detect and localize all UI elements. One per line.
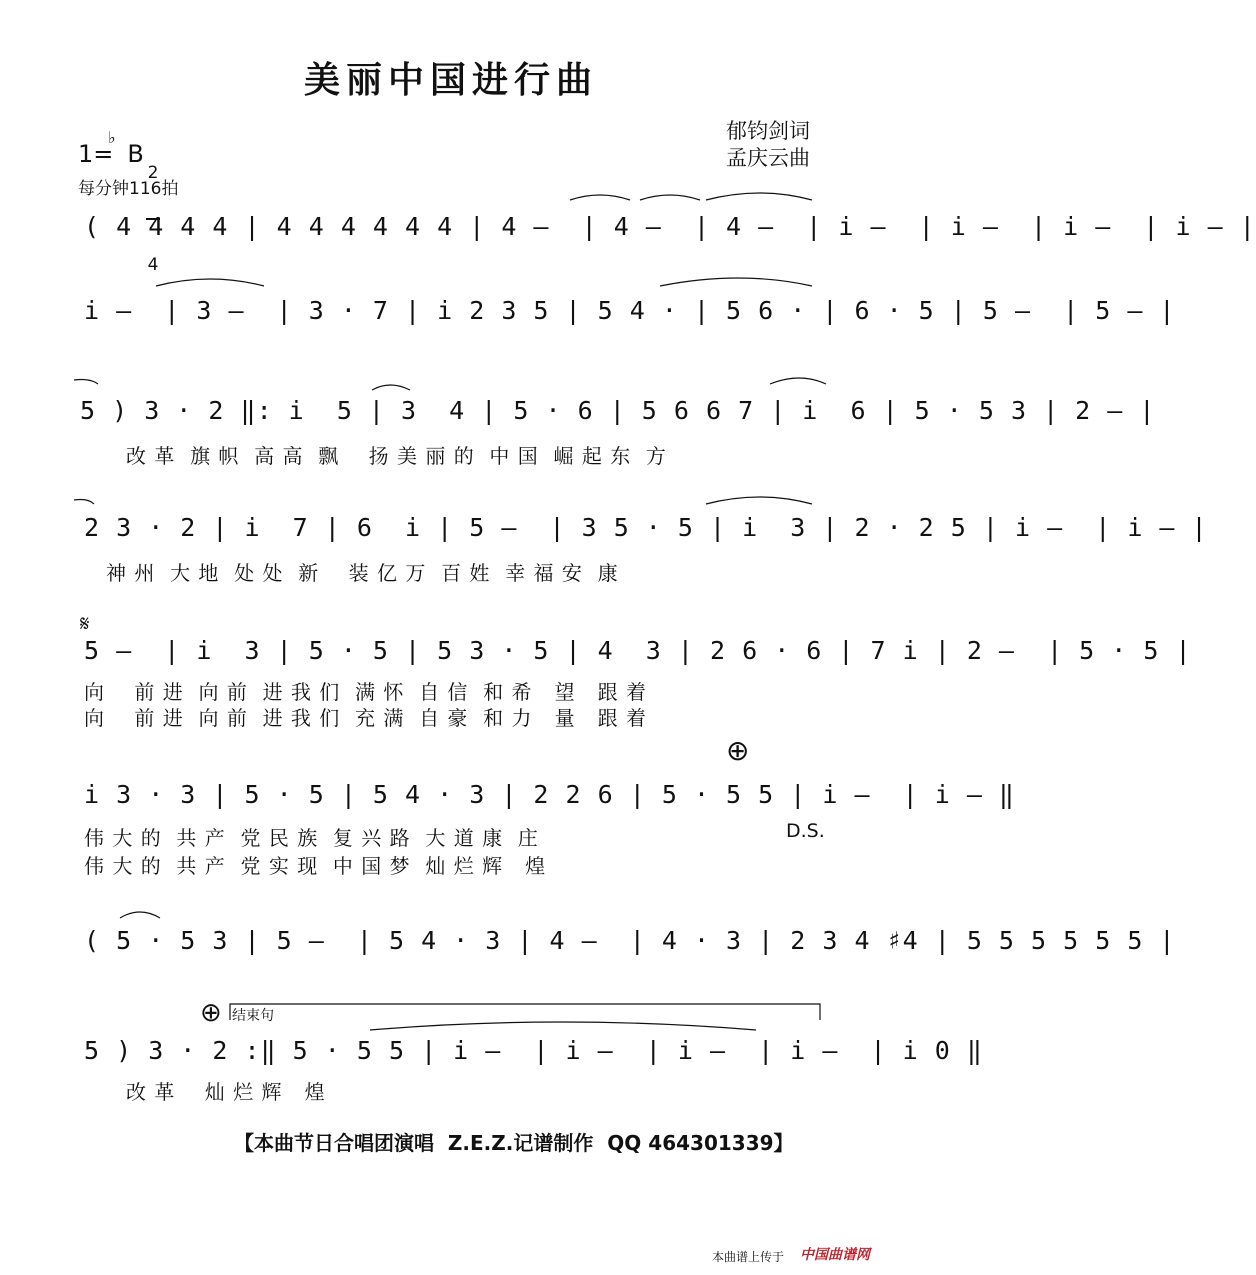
lyricist-credit: 郁钧剑词 [726, 119, 810, 143]
slur [156, 279, 264, 286]
staff-2-notes: i – | 3 – | 3 · 7 | i 2 3 5 | 5 4 · | 5 6 · | 6 · 5 | 5 – | 5 – | [84, 296, 1176, 325]
key-label: 1= [78, 140, 114, 168]
slur [706, 193, 812, 200]
slur [706, 497, 812, 504]
staff-4-notes: 2 3 · 2 | i 7 | 6 i | 5 – | 3 5 · 5 | i 3 | 2 · 2 5 | i – | i – | [84, 513, 1208, 542]
slur [640, 195, 700, 200]
staff-1-notes: ( 4 4 4 4 | 4 4 4 4 4 4 | 4 – | 4 – | 4 – | i – | i – | i – | i – | [84, 212, 1256, 241]
time-top: 2 [147, 163, 159, 183]
segno-icon: 𝄋 [80, 612, 90, 637]
staff-4-lyrics: 神 州 大 地 处 处 新 装 亿 万 百 姓 幸 福 安 康 [106, 561, 619, 585]
slur [770, 378, 826, 384]
staff-6-lyrics-2: 伟 大 的 共 产 党 实 现 中 国 梦 灿 烂 辉 煌 [84, 854, 547, 878]
slur [660, 278, 812, 286]
time-bottom: 4 [147, 255, 159, 275]
staff-5-notes: 5 – | i 3 | 5 · 5 | 5 3 · 5 | 4 3 | 2 6 · 6 | 7 i | 2 – | 5 · 5 | [84, 636, 1192, 665]
slur [372, 385, 410, 390]
site-logo: 中国曲谱网 [800, 1247, 870, 1263]
score-title: 美丽中国进行曲 [303, 59, 598, 101]
slur [120, 912, 160, 918]
staff-8-notes: 5 ) 3 · 2 :‖ 5 · 5 5 | i – | i – | i – | i – | i 0 ‖ [84, 1036, 983, 1065]
flat-icon: ♭ [108, 128, 116, 147]
staff-3-notes: 5 ) 3 · 2 ‖: i 5 | 3 4 | 5 · 6 | 5 6 6 7 | i 6 | 5 · 5 3 | 2 – | [80, 396, 1156, 425]
slur [74, 500, 94, 505]
staff-6-lyrics-1: 伟 大 的 共 产 党 民 族 复 兴 路 大 道 康 庄 [84, 826, 539, 850]
staff-5-lyrics-2: 向 前 进 向 前 进 我 们 充 满 自 豪 和 力 量 跟 着 [84, 706, 648, 730]
ending-label: 结束句 [232, 1008, 274, 1024]
slur [370, 1022, 756, 1030]
ending-bracket [230, 1004, 820, 1020]
upload-note: 本曲谱上传于 [712, 1250, 785, 1264]
coda-icon: ⊕ [726, 734, 750, 767]
staff-5-lyrics-1: 向 前 进 向 前 进 我 们 满 怀 自 信 和 希 望 跟 着 [84, 680, 648, 704]
ds-marking: D.S. [786, 820, 825, 842]
composer-credit: 孟庆云曲 [726, 146, 810, 170]
key-note: B [127, 140, 144, 168]
staff-3-lyrics: 改 革 旗 帜 高 高 飘 扬 美 丽 的 中 国 崛 起 东 方 [126, 444, 667, 468]
slur [74, 380, 98, 385]
staff-8-lyrics: 改 革 灿 烂 辉 煌 [126, 1080, 326, 1104]
tempo-marking: 每分钟116拍 [78, 179, 179, 199]
staff-6-notes: i 3 · 3 | 5 · 5 | 5 4 · 3 | 2 2 6 | 5 · 5 5 | i – | i – ‖ [84, 780, 1015, 809]
slur [570, 195, 630, 200]
coda-icon-2: ⊕ [200, 998, 222, 1028]
footer-credit: 【本曲节日合唱团演唱 Z.E.Z.记谱制作 QQ 464301339】 [234, 1131, 794, 1155]
staff-7-notes: ( 5 · 5 3 | 5 – | 5 4 · 3 | 4 – | 4 · 3 | 2 3 4 ♯4 | 5 5 5 5 5 5 | [84, 926, 1176, 955]
